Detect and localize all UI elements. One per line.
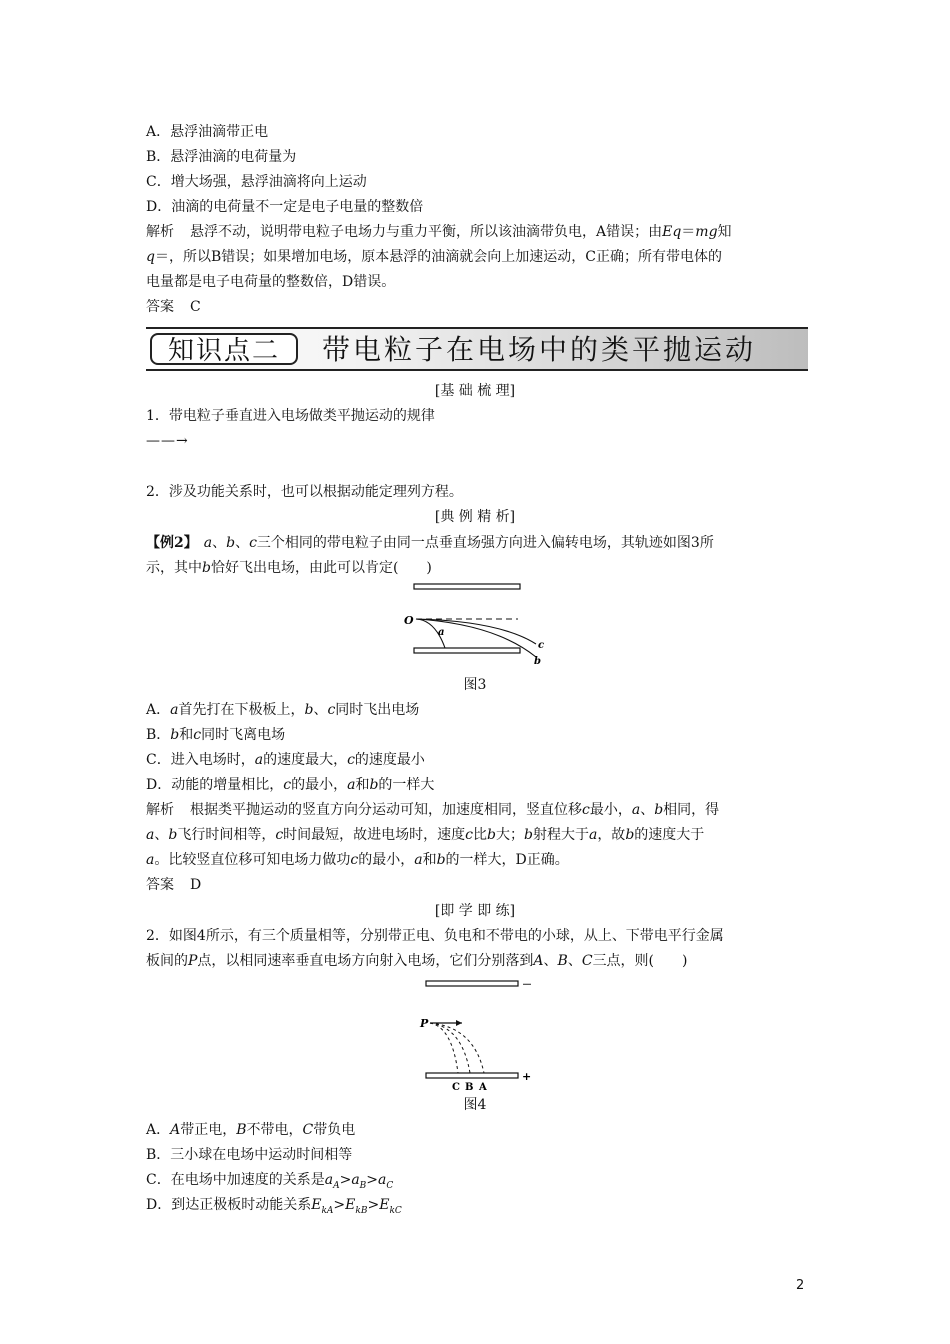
basics-item2: 2．涉及功能关系时，也可以根据动能定理列方程。 bbox=[146, 484, 463, 500]
arrow-head bbox=[456, 1020, 462, 1026]
example2-option-d: D．动能的增量相比，c的最小，a和b的一样大 bbox=[146, 777, 435, 793]
trajectory-c bbox=[430, 1023, 458, 1073]
example2-option-b: B．b和c同时飞离电场 bbox=[146, 727, 286, 743]
figure-4-diagram bbox=[410, 977, 540, 1093]
upper-plate bbox=[426, 981, 518, 986]
example2-analysis-line3: a。比较竖直位移可知电场力做功c的最小，a和b的一样大，D正确。 bbox=[146, 852, 569, 868]
practice-line2: 板间的P点，以相同速率垂直电场方向射入电场，它们分别落到A、B、C三点，则( ) bbox=[146, 953, 688, 969]
example-heading: [典 例 精 析] bbox=[434, 509, 516, 525]
basics-item1: 1．带电粒子垂直进入电场做类平抛运动的规律 bbox=[146, 408, 435, 424]
label-c: c bbox=[538, 640, 545, 651]
page-number: 2 bbox=[796, 1278, 805, 1293]
figure-3-diagram bbox=[400, 582, 550, 668]
trajectory-c bbox=[416, 619, 536, 644]
label-p: P bbox=[420, 1017, 429, 1030]
figure-3-caption: 图3 bbox=[463, 677, 487, 693]
practice-option-a: A．A带正电，B不带电，C带负电 bbox=[146, 1122, 356, 1138]
label-b: b bbox=[534, 656, 541, 667]
example2-line2: 示，其中b恰好飞出电场，由此可以肯定( ) bbox=[146, 560, 432, 576]
example2-answer: 答案 D bbox=[146, 877, 202, 893]
section-tag: 知识点二 bbox=[150, 333, 298, 365]
trajectory-a bbox=[430, 1023, 484, 1073]
upper-plate bbox=[414, 584, 520, 589]
figure-4-caption: 图4 bbox=[463, 1097, 487, 1113]
example2-analysis-line2: a、b飞行时间相等，c时间最短，故进电场时，速度c比b大；b射程大于a，故b的速度大于 bbox=[146, 827, 705, 843]
analysis-label: 解析 bbox=[146, 224, 174, 240]
practice-line1: 2．如图4所示，有三个质量相等，分别带正电、负电和不带电的小球，从上、下带电平行金属 bbox=[146, 928, 724, 944]
section-title: 带电粒子在电场中的类平抛运动 bbox=[322, 333, 757, 366]
section-banner bbox=[146, 327, 808, 371]
q1-analysis-line3: 电量都是电子电荷量的整数倍，D错误。 bbox=[146, 274, 396, 290]
example2-option-c: C．进入电场时，a的速度最大，c的速度最小 bbox=[146, 752, 425, 768]
example2-line1: 【例2】 a、b、c三个相同的带电粒子由同一点垂直场强方向进入偏转电场，其轨迹如图3所 bbox=[146, 535, 714, 551]
example-tag: 【例2】 bbox=[146, 535, 198, 551]
q1-analysis-line1: 解析 悬浮不动，说明带电粒子电场力与重力平衡，所以该油滴带负电，A错误；由Eq＝mg知 bbox=[146, 224, 732, 240]
basics-arrow: ——→ bbox=[146, 433, 189, 449]
practice-option-c: C．在电场中加速度的关系是$a_A>a_B>a_C$ bbox=[146, 1172, 394, 1191]
basics-heading: [基 础 梳 理] bbox=[434, 383, 516, 399]
example2-analysis-line1: 解析 根据类平抛运动的竖直方向分运动可知，加速度相同，竖直位移c最小，a、b相同，得 bbox=[146, 802, 720, 818]
practice-option-d: D．到达正极板时动能关系$E_{kA}>E_{kB}>E_{kC}$ bbox=[146, 1197, 402, 1216]
option-a: A．悬浮油滴带正电 bbox=[146, 124, 269, 140]
q1-analysis-line2: q＝，所以B错误；如果增加电场，原本悬浮的油滴就会向上加速运动，C正确；所有带电体的 bbox=[146, 249, 722, 265]
lower-plate bbox=[414, 648, 520, 653]
q1-answer: 答案 C bbox=[146, 299, 201, 315]
option-d: D．油滴的电荷量不一定是电子电量的整数倍 bbox=[146, 199, 424, 215]
label-a: A bbox=[479, 1082, 487, 1093]
practice-heading: [即 学 即 练] bbox=[434, 903, 516, 919]
example2-option-a: A．a首先打在下极板上，b、c同时飞出电场 bbox=[146, 702, 420, 718]
label-o: O bbox=[404, 614, 414, 627]
trajectory-b bbox=[430, 1023, 470, 1073]
lower-plate bbox=[426, 1073, 518, 1078]
practice-option-b: B．三小球在电场中运动时间相等 bbox=[146, 1147, 353, 1163]
minus-sign: － bbox=[522, 980, 532, 991]
label-c: C bbox=[452, 1082, 460, 1093]
label-b: B bbox=[465, 1082, 474, 1093]
option-c: C．增大场强，悬浮油滴将向上运动 bbox=[146, 174, 367, 190]
plus-sign: + bbox=[522, 1070, 532, 1083]
label-a: a bbox=[438, 627, 445, 638]
option-b: B．悬浮油滴的电荷量为 bbox=[146, 149, 297, 165]
